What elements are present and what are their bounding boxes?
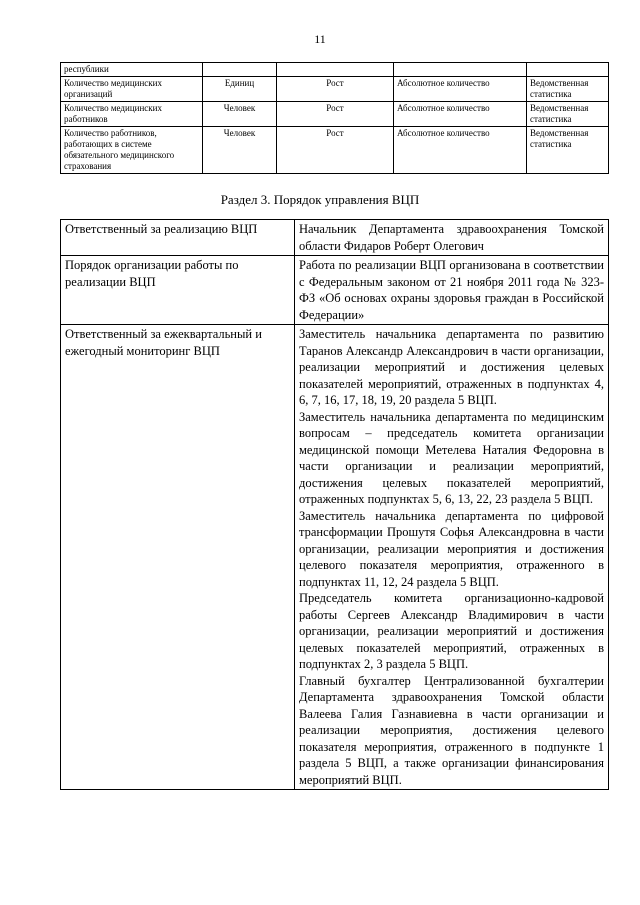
content-paragraph: Заместитель начальника департамента по цифровой трансформации Прошутя Софья Александровна в части организации, реализации мероприятия и достижения целевого показателя мероприятия, отраженного в подпунктах 11, 12, 24 раздела 5 ВЦП. (299, 508, 604, 589)
table-row (61, 256, 609, 325)
indicator-source: Ведомственная статистика (527, 102, 609, 127)
indicator-unit (203, 63, 277, 77)
indicator-calc: Абсолютное количество (394, 77, 527, 102)
page-number: 11 (314, 32, 326, 46)
content-paragraph: Заместитель начальника департамента по развитию Таранов Александр Александрович в части организации, реализации мероприятий и достижения целевых показателей мероприятий, отраженных в подпунктах 4, 6, 7, 16, 17, 18, 19, 20 раздела 5 ВЦП. (299, 327, 604, 407)
content-paragraph: Начальник Департамента здравоохранения Томской области Фидаров Роберт Олегович (299, 222, 604, 253)
row-label: Ответственный за ежеквартальный и ежегодный мониторинг ВЦП (61, 325, 295, 790)
content-paragraph: Заместитель начальника департамента по медицинским вопросам – председатель комитета организации медицинской помощи Метелева Наталия Федоровна в части организации и реализации мероприятий, достижения целевых показателей мероприятий, отраженных подпунктах 5, 6, 13, 22, 23 раздела 5 ВЦП. (299, 409, 604, 506)
indicator-unit: Единиц (203, 77, 277, 102)
indicator-trend: Рост (277, 127, 394, 174)
indicator-source: Ведомственная статистика (527, 127, 609, 174)
indicator-name: Количество медицинских работников (61, 102, 203, 127)
table-row (61, 63, 609, 77)
table-row (61, 102, 609, 127)
section-title: Раздел 3. Порядок управления ВЦП (220, 192, 420, 207)
indicator-source: Ведомственная статистика (527, 77, 609, 102)
indicator-name: Количество работников, работающих в системе обязательного медицинского страхования (61, 127, 203, 174)
indicator-source (527, 63, 609, 77)
table-row (61, 77, 609, 102)
indicator-trend (277, 63, 394, 77)
indicator-trend: Рост (277, 77, 394, 102)
management-table (60, 219, 609, 790)
indicator-table (60, 62, 609, 174)
indicator-calc (394, 63, 527, 77)
row-content (295, 325, 609, 790)
indicator-calc: Абсолютное количество (394, 127, 527, 174)
table-row (61, 127, 609, 174)
row-label: Порядок организации работы по реализации ВЦП (61, 256, 295, 325)
row-content (295, 220, 609, 256)
indicator-unit: Человек (203, 127, 277, 174)
content-paragraph: Главный бухгалтер Централизованной бухгалтерии Департамента здравоохранения Томской области Валеева Галия Газнавиевна в части организации и реализации мероприятия, достижения целевого показателя мероприятия, отраженного в подпункте 1 раздела 5 ВЦП, а также организации финансирования мероприятий ВЦП. (299, 673, 604, 787)
row-content (295, 256, 609, 325)
content-paragraph: Работа по реализации ВЦП организована в соответствии с Федеральным законом от 21 ноября 2011 года № 323-ФЗ «Об основах охраны здоровья граждан в Российской Федерации» (299, 258, 604, 322)
table-row (61, 325, 609, 790)
table-row (61, 220, 609, 256)
indicator-unit: Человек (203, 102, 277, 127)
content-paragraph: Председатель комитета организационно-кадровой работы Сергеев Александр Владимирович в части организации, реализации мероприятий и достижения целевых показателей мероприятий, отраженных в подпунктах 2, 3 раздела 5 ВЦП. (299, 591, 604, 671)
indicator-name: республики (61, 63, 203, 77)
indicator-name: Количество медицинских организаций (61, 77, 203, 102)
row-label: Ответственный за реализацию ВЦП (61, 220, 295, 256)
indicator-calc: Абсолютное количество (394, 102, 527, 127)
indicator-trend: Рост (277, 102, 394, 127)
